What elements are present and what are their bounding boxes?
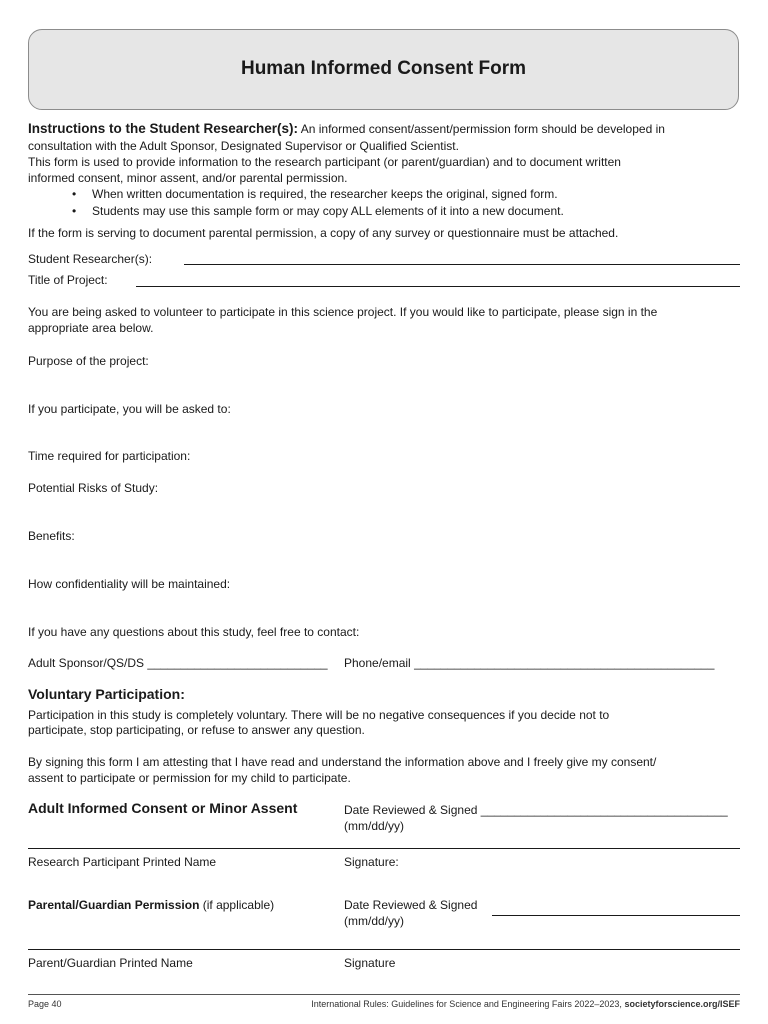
list-item bbox=[72, 186, 558, 202]
time-required-label: Time required for participation: bbox=[28, 449, 191, 463]
title-banner bbox=[28, 29, 739, 110]
intro-line2: appropriate area below. bbox=[28, 321, 154, 335]
instructions-line2: consultation with the Adult Sponsor, Designated Supervisor or Qualified Scientist. bbox=[28, 139, 459, 153]
footer-site-link[interactable]: societyforscience.org/ISEF bbox=[624, 999, 740, 1009]
parental-date-field[interactable] bbox=[492, 915, 740, 916]
instructions-line1: An informed consent/assent/permission form should be developed in bbox=[300, 122, 665, 136]
bullet-text: Students may use this sample form or may copy ALL elements of it into a new document. bbox=[92, 204, 564, 218]
parental-signature-line[interactable] bbox=[28, 949, 740, 950]
student-researchers-field[interactable] bbox=[184, 264, 740, 265]
instructions-paragraph bbox=[28, 121, 743, 137]
confidentiality-label: How confidentiality will be maintained: bbox=[28, 577, 231, 591]
instructions-line3: This form is used to provide information to the research participant (or parent/guardian) and to document written bbox=[28, 155, 621, 169]
footer-divider bbox=[28, 994, 740, 995]
parental-heading bbox=[28, 897, 274, 913]
adult-signature-line[interactable] bbox=[28, 848, 740, 849]
bullet-icon: • bbox=[72, 187, 77, 201]
intro-line1: You are being asked to volunteer to participate in this science project. If you would like to participate, please sign in the bbox=[28, 305, 658, 319]
title-of-project-field[interactable] bbox=[136, 286, 740, 287]
student-researchers-label: Student Researcher(s): bbox=[28, 252, 153, 266]
attest-line2: assent to participate or permission for my child to participate. bbox=[28, 771, 351, 785]
instructions-note: If the form is serving to document parental permission, a copy of any survey or questionnaire must be attached. bbox=[28, 226, 619, 240]
title-of-project-label: Title of Project: bbox=[28, 273, 108, 287]
list-item bbox=[72, 203, 564, 219]
questions-label: If you have any questions about this study, feel free to contact: bbox=[28, 625, 360, 639]
voluntary-heading: Voluntary Participation: bbox=[28, 686, 185, 702]
instructions-line4: informed consent, minor assent, and/or parental permission. bbox=[28, 171, 348, 185]
adult-signature-label: Signature: bbox=[344, 855, 399, 869]
page-number: Page 40 bbox=[28, 999, 62, 1009]
adult-date-label: Date Reviewed & Signed bbox=[344, 803, 478, 817]
voluntary-line2: participate, stop participating, or refuse to answer any question. bbox=[28, 723, 365, 737]
footer-citation bbox=[311, 998, 740, 1010]
sponsor-contact-line bbox=[28, 655, 328, 671]
participant-name-label: Research Participant Printed Name bbox=[28, 855, 217, 869]
attest-line1: By signing this form I am attesting that I have read and understand the information above and I freely give my consent/ bbox=[28, 755, 657, 769]
adult-date-line bbox=[344, 802, 728, 818]
risks-label: Potential Risks of Study: bbox=[28, 481, 159, 495]
voluntary-line1: Participation in this study is completely voluntary. There will be no negative consequences if you decide not to bbox=[28, 708, 610, 722]
parental-heading-rest: (if applicable) bbox=[202, 898, 275, 912]
sponsor-label: Adult Sponsor/QS/DS bbox=[28, 656, 145, 670]
parent-name-label: Parent/Guardian Printed Name bbox=[28, 956, 193, 970]
adult-consent-heading: Adult Informed Consent or Minor Assent bbox=[28, 800, 298, 816]
phone-field[interactable]: _____________________________________________ bbox=[414, 656, 715, 670]
parental-heading-bold: Parental/Guardian Permission bbox=[28, 898, 200, 912]
phone-contact-line bbox=[344, 655, 714, 671]
instructions-heading: Instructions to the Student Researcher(s): bbox=[28, 121, 299, 136]
parent-signature-label: Signature bbox=[344, 956, 396, 970]
bullet-icon: • bbox=[72, 204, 77, 218]
purpose-label: Purpose of the project: bbox=[28, 354, 149, 368]
sponsor-field[interactable]: ___________________________ bbox=[147, 656, 328, 670]
footer-rules: International Rules: Guidelines for Science and Engineering Fairs 2022–2023, bbox=[311, 999, 622, 1009]
page-title: Human Informed Consent Form bbox=[240, 58, 526, 79]
asked-to-label: If you participate, you will be asked to: bbox=[28, 402, 231, 416]
adult-date-field[interactable]: _____________________________________ bbox=[480, 803, 728, 817]
parental-date-label: Date Reviewed & Signed bbox=[344, 898, 478, 912]
parental-date-format: (mm/dd/yy) bbox=[344, 914, 404, 928]
phone-label: Phone/email bbox=[344, 656, 411, 670]
adult-date-format: (mm/dd/yy) bbox=[344, 819, 404, 833]
bullet-text: When written documentation is required, the researcher keeps the original, signed form. bbox=[92, 187, 558, 201]
benefits-label: Benefits: bbox=[28, 529, 75, 543]
